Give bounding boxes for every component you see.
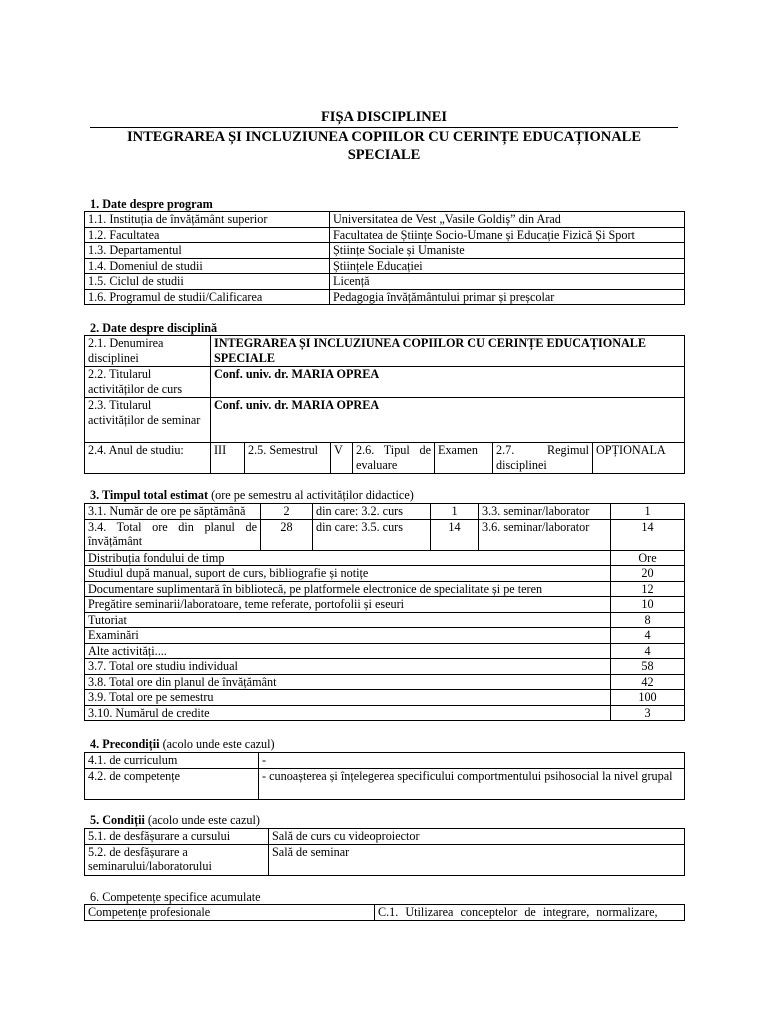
table-row: 1.5. Ciclul de studii Licență — [85, 274, 685, 290]
table-row: 2.4. Anul de studiu: III 2.5. Semestrul V 2.6. Tipul de evaluare Examen 2.7. Regimul disciplinei OPȚIONALA — [85, 443, 685, 474]
conditions-table — [84, 828, 685, 876]
document-title: FIȘA DISCIPLINEI — [320, 109, 448, 125]
discipline-table — [84, 335, 685, 474]
table-row: 3.8. Total ore din planul de învățământ 42 — [85, 674, 685, 690]
section2-heading: 2. Date despre disciplină — [90, 321, 218, 335]
table-row: 4.2. de competențe - cunoașterea și înțelegerea specificului comportmentului psihosocial la nivel grupal — [85, 768, 685, 799]
section5-heading: 5. Condiții (acolo unde este cazul) — [90, 813, 260, 827]
table-row: 2.3. Titularul activităților de seminar Conf. univ. dr. MARIA OPREA — [85, 398, 685, 443]
time-table — [84, 503, 685, 721]
table-row: 3.10. Numărul de credite 3 — [85, 705, 685, 721]
section1-heading: 1. Date despre program — [90, 197, 213, 211]
table-row: Distribuția fondului de timp Ore — [85, 550, 685, 566]
competences-table — [84, 904, 685, 921]
section4-heading: 4. Precondiții (acolo unde este cazul) — [90, 737, 275, 751]
preconditions-table — [84, 752, 685, 800]
program-table — [84, 211, 685, 305]
table-row: 4.1. de curriculum - — [85, 753, 685, 769]
table-row: 1.4. Domeniul de studii Științele Educației — [85, 258, 685, 274]
table-row: Pregătire seminarii/laboratoare, teme referate, portofolii și eseuri 10 — [85, 597, 685, 613]
table-row: 3.4. Total ore din planul de învățământ 28 din care: 3.5. curs 14 3.6. seminar/laborator 14 — [85, 519, 685, 550]
table-row: 5.2. de desfășurare a seminarului/laboratorului Sală de seminar — [85, 844, 685, 875]
table-row: 1.1. Instituția de învățământ superior Universitatea de Vest „Vasile Goldiș” din Arad — [85, 212, 685, 228]
section6-heading: 6. Competențe specifice acumulate — [90, 890, 261, 904]
table-row: Alte activități.... 4 — [85, 643, 685, 659]
table-row: Tutoriat 8 — [85, 612, 685, 628]
table-row: Studiul după manual, suport de curs, bibliografie și notițe 20 — [85, 566, 685, 582]
table-row: 5.1. de desfășurare a cursului Sală de curs cu videoproiector — [85, 829, 685, 845]
table-row: 3.9. Total ore pe semestru 100 — [85, 690, 685, 706]
table-row: Competențe profesionale C.1. Utilizarea conceptelor de integrare, normalizare, — [85, 905, 685, 921]
table-row: 2.2. Titularul activităților de curs Conf. univ. dr. MARIA OPREA — [85, 367, 685, 398]
table-row: 2.1. Denumirea disciplinei INTEGRAREA ȘI INCLUZIUNEA COPIILOR CU CERINȚE EDUCAȚIONALE SPECIALE — [85, 336, 685, 367]
table-row: 3.7. Total ore studiu individual 58 — [85, 659, 685, 675]
table-row: Documentare suplimentară în bibliotecă, pe platformele electronice de specialitate și pe teren 12 — [85, 581, 685, 597]
table-row: Examinări 4 — [85, 628, 685, 644]
section3-heading: 3. Timpul total estimat (ore pe semestru al activităților didactice) — [90, 488, 414, 502]
table-row: 1.6. Programul de studii/Calificarea Pedagogia învățământului primar și preșcolar — [85, 289, 685, 305]
table-row: 1.3. Departamentul Științe Sociale și Umaniste — [85, 243, 685, 259]
table-row: 1.2. Facultatea Facultatea de Științe Socio-Umane și Educație Fizică Și Sport — [85, 227, 685, 243]
table-row: 3.1. Număr de ore pe săptămână 2 din care: 3.2. curs 1 3.3. seminar/laborator 1 — [85, 504, 685, 520]
document-subtitle: INTEGRAREA ȘI INCLUZIUNEA COPIILOR CU CERINȚE EDUCAȚIONALE SPECIALE — [126, 129, 642, 163]
